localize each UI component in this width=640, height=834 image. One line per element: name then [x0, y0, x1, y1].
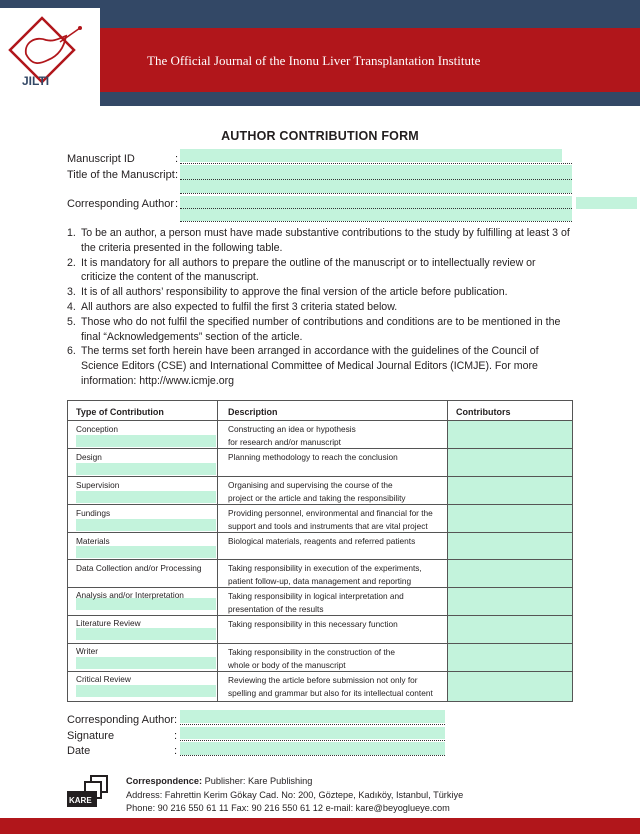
contributors-field-supervision[interactable]: [448, 477, 572, 504]
criteria-number: 5.: [67, 315, 76, 328]
description-line: Reviewing the article before submission not only for: [228, 675, 418, 685]
description-line: spelling and grammar but also for its intellectual content: [228, 687, 433, 698]
type-materials: Materials: [76, 536, 110, 546]
header-contributors: Contributors: [456, 407, 511, 417]
description-design: [228, 451, 398, 464]
description-line: Constructing an idea or hypothesis: [228, 424, 356, 434]
signature-corresponding-author-label: Corresponding Author: [67, 714, 175, 726]
criteria-number: 4.: [67, 300, 76, 313]
signature-dotted-line: [180, 740, 445, 741]
criteria-number: 1.: [67, 227, 76, 239]
signature-colon: :: [174, 730, 178, 742]
description-data-collection: [228, 562, 422, 587]
description-line: support and tools and instruments that are vital project: [228, 520, 428, 531]
footer-red-bar: [0, 818, 640, 834]
type-field-design[interactable]: [76, 463, 216, 475]
corresponding-author-extra-field[interactable]: [576, 197, 637, 209]
type-critical-review: Critical Review: [76, 674, 131, 684]
description-supervision: [228, 479, 406, 504]
date-field[interactable]: [180, 742, 445, 755]
description-line: presentation of the results: [228, 603, 324, 614]
criteria-item: [67, 300, 572, 315]
description-literature-review: [228, 618, 398, 631]
contributors-field-data-collection[interactable]: [448, 560, 572, 587]
correspondence-label: Correspondence:: [126, 776, 203, 786]
corresponding-author-label: Corresponding Author: [67, 198, 175, 210]
criteria-item: [67, 226, 572, 256]
criteria-list: [67, 226, 572, 389]
date-label: Date: [67, 745, 91, 757]
phone-line: Phone: 90 216 550 61 11 Fax: 90 216 550 61 12 e-mail: kare@beyoglueye.com: [126, 803, 450, 814]
manuscript-id-colon: :: [175, 153, 179, 165]
description-line: patient follow-up, data management and reporting: [228, 575, 412, 586]
contributors-field-design[interactable]: [448, 449, 572, 476]
description-line: Taking responsibility in execution of the experiments,: [228, 563, 422, 573]
type-writer: Writer: [76, 646, 98, 656]
type-supervision: Supervision: [76, 480, 120, 490]
description-analysis: [228, 590, 404, 615]
title-of-manuscript-label: Title of the Manuscript: [67, 169, 175, 181]
address-line: Address: Fahrettin Kerim Gökay Cad. No: 200, Göztepe, Kadıköy, Istanbul, Türkiye: [126, 789, 464, 800]
type-data-collection: Data Collection and/or Processing: [76, 563, 202, 573]
criteria-number: 3.: [67, 286, 76, 299]
type-field-fundings[interactable]: [76, 519, 216, 531]
type-field-critical-review[interactable]: [76, 685, 216, 697]
type-field-materials[interactable]: [76, 546, 216, 558]
type-fundings: Fundings: [76, 508, 111, 518]
logo-text: JILTI: [22, 74, 50, 88]
signature-author-colon: :: [174, 714, 178, 726]
journal-title: The Official Journal of the Inonu Liver Transplantation Institute: [147, 53, 481, 68]
criteria-text: All authors are also expected to fulfil the first 3 criteria stated below.: [81, 300, 398, 313]
description-line: for research and/or manuscript: [228, 436, 341, 447]
contributors-field-critical-review[interactable]: [448, 672, 572, 701]
kare-logo-text: KARE: [69, 796, 92, 805]
description-line: Organising and supervising the course of the: [228, 480, 393, 490]
criteria-item: [67, 315, 572, 345]
header-description: Description: [228, 407, 278, 417]
criteria-text: To be an author, a person must have made substantive contributions to the study by fulfilling at least 3 of the criteria presented in the following table.: [81, 227, 570, 254]
description-conception: [228, 423, 356, 448]
criteria-text: The terms set forth herein have been arranged in accordance with the guidelines of the Council of Science Editors (CSE) and International Committee of Medical Journal Editors (ICMJE). For more information: http://www.icmje.org: [81, 345, 539, 387]
type-design: Design: [76, 452, 102, 462]
header-type-of-contribution: Type of Contribution: [76, 407, 164, 417]
manuscript-id-dotted-line: [180, 163, 572, 164]
contributors-field-fundings[interactable]: [448, 505, 572, 532]
type-literature-review: Literature Review: [76, 618, 141, 628]
title-colon: :: [175, 169, 179, 181]
contributors-field-conception[interactable]: [448, 421, 572, 448]
description-line: Providing personnel, environmental and financial for the: [228, 508, 433, 518]
criteria-item: [67, 256, 572, 286]
corresponding-author-dotted-line-1: [180, 208, 572, 209]
signature-corresponding-author-field[interactable]: [180, 710, 445, 723]
footer-correspondence: [126, 775, 463, 816]
criteria-number: 2.: [67, 256, 76, 269]
type-field-conception[interactable]: [76, 435, 216, 447]
correspondence-line: [126, 775, 463, 789]
contributors-field-analysis[interactable]: [448, 588, 572, 615]
kare-logo: [67, 775, 111, 809]
signature-field[interactable]: [180, 727, 445, 739]
description-line: Planning methodology to reach the conclusion: [228, 452, 398, 462]
criteria-item: [67, 344, 572, 388]
description-materials: [228, 535, 415, 548]
date-colon: :: [174, 745, 178, 757]
description-fundings: [228, 507, 433, 532]
column-divider: [217, 401, 218, 701]
contributors-field-literature-review[interactable]: [448, 616, 572, 643]
type-field-supervision[interactable]: [76, 491, 216, 503]
description-writer: [228, 646, 395, 671]
correspondence-publisher: Publisher: Kare Publishing: [202, 776, 313, 786]
manuscript-id-field[interactable]: [180, 149, 562, 162]
signature-label: Signature: [67, 730, 115, 742]
criteria-text: Those who do not fulfil the specified number of contributions and conditions are to be mentioned in the final “Acknowledgements” section of the article.: [81, 315, 561, 343]
description-critical-review: [228, 674, 433, 699]
manuscript-id-label: Manuscript ID: [67, 153, 135, 165]
criteria-text: It is mandatory for all authors to prepare the outline of the manuscript or to intellectually review or criticize the content of the manuscript.: [81, 256, 536, 284]
description-line: Taking responsibility in logical interpretation and: [228, 591, 404, 601]
type-analysis: Analysis and/or Interpretation: [76, 590, 184, 600]
corresponding-author-dotted-line-2: [180, 221, 572, 222]
form-title: AUTHOR CONTRIBUTION FORM: [221, 129, 419, 143]
contributors-field-writer[interactable]: [448, 644, 572, 671]
type-field-writer[interactable]: [76, 657, 216, 669]
type-conception: Conception: [76, 424, 118, 434]
contributors-field-materials[interactable]: [448, 533, 572, 559]
description-line: project or the article and taking the responsibility: [228, 492, 406, 503]
criteria-item: [67, 285, 572, 300]
date-dotted-line: [180, 755, 445, 756]
title-dotted-line-1: [180, 179, 572, 180]
type-field-literature-review[interactable]: [76, 628, 216, 640]
liver-logo-icon: [0, 8, 100, 106]
description-line: Taking responsibility in this necessary function: [228, 619, 398, 629]
description-line: whole or body of the manuscript: [228, 659, 346, 670]
description-line: Biological materials, reagents and referred patients: [228, 536, 416, 546]
criteria-number: 6.: [67, 345, 76, 358]
corresponding-author-colon: :: [175, 198, 179, 210]
signature-author-dotted-line: [180, 724, 445, 725]
description-line: Taking responsibility in the construction of the: [228, 647, 395, 657]
title-dotted-line-2: [180, 193, 572, 194]
journal-logo: [0, 8, 100, 106]
kare-logo-icon: [67, 775, 111, 809]
contribution-table: [67, 400, 573, 702]
criteria-text: It is of all authors’ responsibility to approve the final version of the article before publication.: [81, 286, 508, 299]
